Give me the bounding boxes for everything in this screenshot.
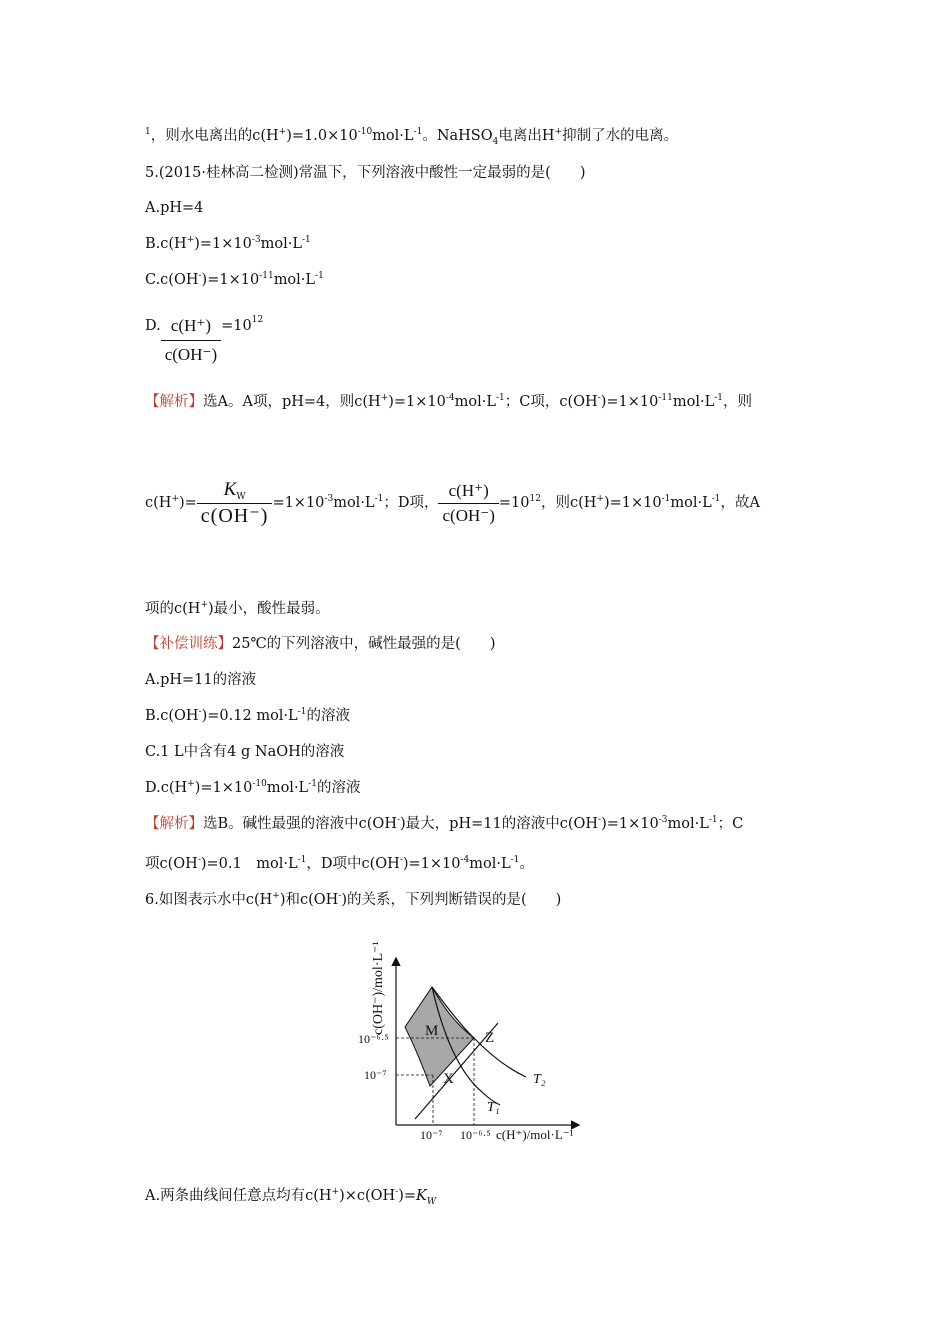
question-5-option-b: $B.c(H^+)=1\times 10^{-3}mol\cdot L^{-1}$ xyxy=(145,235,311,252)
question-5-stem: 5.(2015·桂林高二检测)常温下，下列溶液中酸性一定最弱的是( ) xyxy=(145,165,586,181)
y-tick-6-5: 10⁻⁶·⁵ xyxy=(358,1032,389,1046)
analysis-tag: 【解析】 xyxy=(145,394,203,410)
curve-t2-label: T₂ xyxy=(533,1072,546,1087)
analysis-tag: 【解析】 xyxy=(145,816,203,832)
answer-5-line-2: c(H+)= $\frac{K_W}{c(OH^-)}$ $=1\times 10^{-3}mol\cdot L^{-1}$；D项， $\frac{c(H^+)}{c(OH^-)}$ $=10^{12}$，则$c(H^+)=1\times 10^{-1}mol\cdot L^{-1}$，故A xyxy=(145,479,760,527)
supplementary-option-d: $D.c(H^+)=1\times 10^{-10}mol\cdot L^{-1}$的溶液 xyxy=(145,779,361,796)
ratio-fraction-2: $\frac{c(H^+)}{c(OH^-)}$ xyxy=(438,481,498,526)
question-5-option-a: A.pH=4 xyxy=(145,200,204,216)
supplementary-stem: 【补偿训练】25℃的下列溶液中，碱性最强的是( ) xyxy=(145,636,496,652)
question-6-stem: 6.如图表示水中c(H+)和c(OH-)的关系，下列判断错误的是( ) xyxy=(145,891,562,908)
x-tick-7: 10⁻⁷ xyxy=(420,1128,443,1142)
point-z-label: Z xyxy=(485,1030,495,1046)
supplementary-option-a: A.pH=11的溶液 xyxy=(145,672,257,688)
curve-t1-label: T₁ xyxy=(487,1100,500,1115)
point-x-label: X xyxy=(443,1071,454,1087)
water-ion-product-figure xyxy=(350,925,590,1145)
x-tick-6-5: 10⁻⁶·⁵ xyxy=(460,1128,491,1142)
answer-5-line-1: 【解析】选A。A项，pH=4，则$c(H^+)=1\times 10^{-4}mol\cdot L^{-1}$；C项，$c(OH^-)=1\times 10^{-11}mol\cdot L^{-1}$，则 xyxy=(145,393,753,410)
answer-5-line-3: 项的c(H+)最小，酸性最弱。 xyxy=(145,600,330,617)
question-5-option-c: $C.c(OH^-)=1\times 10^{-11}mol\cdot L^{-1}$ xyxy=(145,271,324,288)
y-tick-7: 10⁻⁷ xyxy=(364,1068,387,1082)
supplementary-tag: 【补偿训练】 xyxy=(145,636,232,652)
supplementary-option-b: B.c(OH-)=0.12 $mol\cdot L^{-1}$的溶液 xyxy=(145,707,350,724)
question-5-option-d: D. $\frac{c(H^+)}{c(OH^-)}$ $=10^{12}$ xyxy=(145,314,263,367)
supplementary-answer-line-1: 【解析】选B。碱性最强的溶液中c(OH-)最大，pH=11的溶液中$c(OH^-)=1\times 10^{-3}mol\cdot L^{-1}$；C xyxy=(145,815,744,832)
supplementary-option-c: C.1 L中含有4 g NaOH的溶液 xyxy=(145,744,345,760)
ratio-fraction: $\frac{c(H^+)}{c(OH^-)}$ xyxy=(161,314,221,367)
region-m-label: M xyxy=(425,1023,439,1039)
continued-explanation-line: $^1$，则水电离出的$c(H^+)=1.0\times 10^{-10}mol\cdot L^{-1}$。NaHSO$_4$电离出H+抑制了水的电离。 xyxy=(145,127,679,147)
x-axis-label: c(H⁺)/mol·L⁻¹ xyxy=(496,1127,574,1142)
kw-fraction: $\frac{K_W}{c(OH^-)}$ xyxy=(197,480,273,526)
y-axis-label: c(OH⁻)/mol·L⁻¹ xyxy=(371,941,386,1035)
question-6-option-a: A.两条曲线间任意点均有$c(H^+)\times c(OH^-)=K_W$ xyxy=(145,1187,437,1207)
supplementary-answer-line-2: 项c(OH-)=0.1 $mol\cdot L^{-1}$，D项中$c(OH^-)=1\times 10^{-4}mol\cdot L^{-1}$。 xyxy=(145,855,534,872)
